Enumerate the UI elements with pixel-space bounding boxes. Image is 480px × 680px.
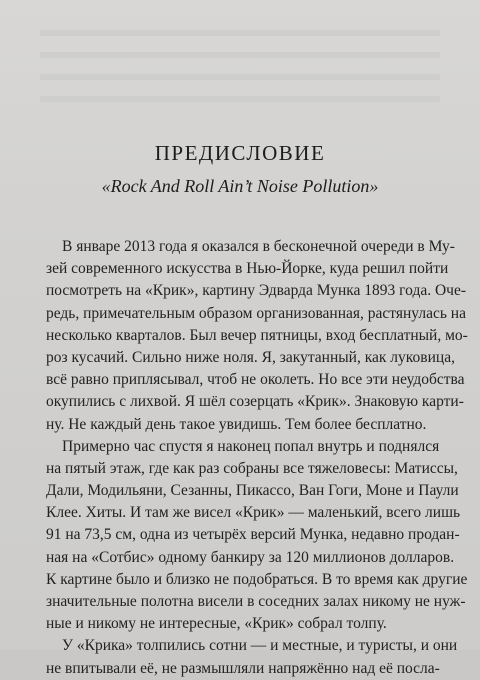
text-line: ные и никому не интересные, «Крик» собрал толпу. xyxy=(46,615,387,633)
chapter-title: ПРЕДИСЛОВИЕ xyxy=(154,141,326,165)
text-line: У «Крика» толпились сотни — и местные, и туристы, и они xyxy=(62,637,458,655)
text-line: К картине было и близко не подобраться. В то время как другие xyxy=(46,570,468,588)
body-text xyxy=(46,236,468,680)
bleed-through-text xyxy=(40,30,440,130)
text-line: редь, примечательным образом организованная, растянулась на xyxy=(46,304,466,322)
text-line: ну. Не каждый день такое увидишь. Тем более бесплатно. xyxy=(46,415,427,433)
text-line: ная на «Сотбис» одному банкиру за 120 миллионов долларов. xyxy=(46,548,455,566)
text-line: зей современного искусства в Нью-Йорке, куда решил пойти xyxy=(46,260,449,278)
chapter-subtitle: «Rock And Roll Ain’t Noise Pollution» xyxy=(101,176,379,196)
text-line: несколько кварталов. Был вечер пятницы, вход бесплатный, мо- xyxy=(46,326,468,344)
text-line: 91 на 73,5 см, одна из четырёх версий Мунка, недавно продан- xyxy=(46,526,460,544)
text-line: Клее. Хиты. И там же висел «Крик» — маленький, всего лишь xyxy=(46,504,461,522)
text-line: значительные полотна висели в соседних залах никому не нуж- xyxy=(46,593,466,610)
text-line: не впитывали её, не размышляли напряжённо над её посла- xyxy=(46,659,440,677)
text-line: В январе 2013 года я оказался в бесконечной очереди в Му- xyxy=(62,238,455,255)
text-line: роз кусачий. Сильно ниже ноля. Я, закутанный, как луковица, xyxy=(46,348,455,366)
text-line: посмотреть на «Крик», картину Эдварда Мунка 1893 года. Оче- xyxy=(46,282,466,300)
text-line: всё равно приплясывал, чтоб не околеть. Но все эти неудобства xyxy=(46,371,465,389)
text-line: на пятый этаж, где как раз собраны все тяжеловесы: Матиссы, xyxy=(46,459,458,477)
text-line: окупились с лихвой. Я шёл созерцать «Крик». Знаковую карти- xyxy=(46,393,464,411)
text-line: Дали, Модильяни, Сезанны, Пикассо, Ван Гоги, Моне и Паули xyxy=(46,482,459,500)
text-line: Примерно час спустя я наконец попал внутрь и поднялся xyxy=(62,437,440,455)
